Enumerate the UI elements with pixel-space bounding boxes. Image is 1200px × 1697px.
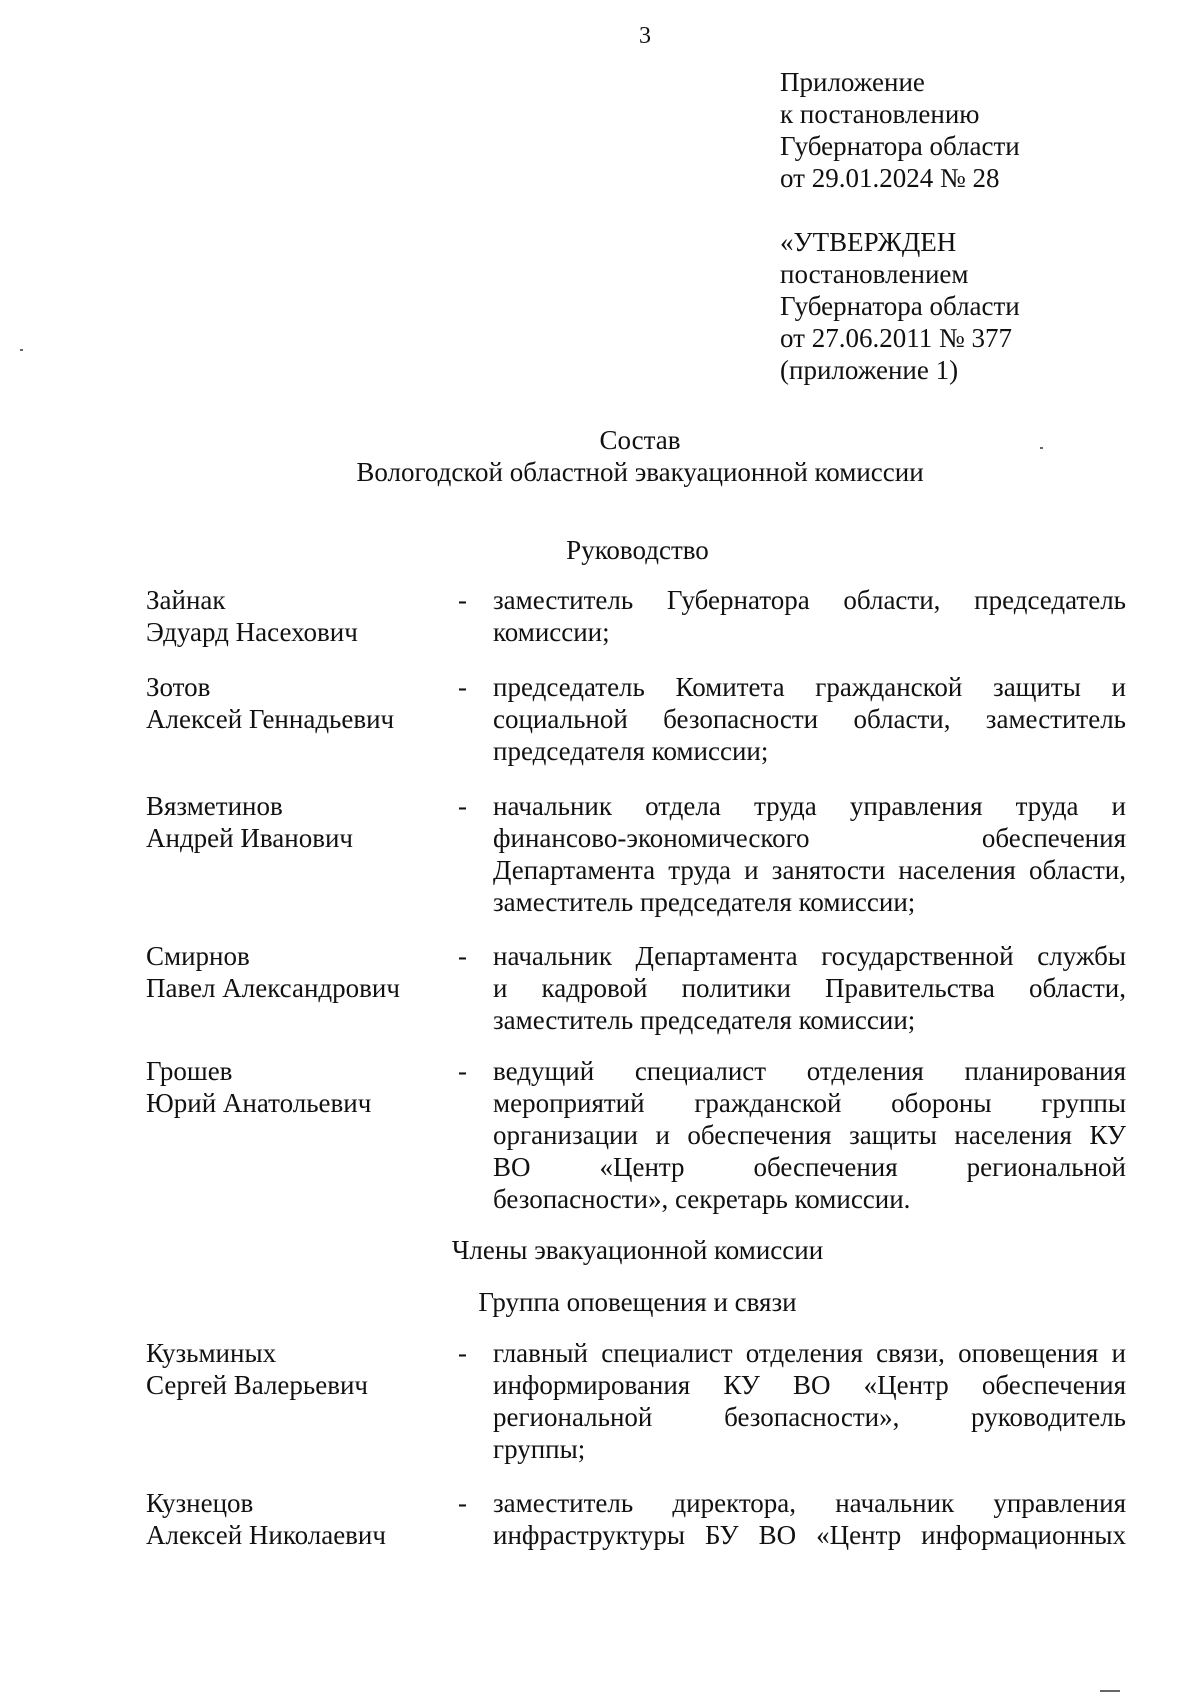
position-line: председатель Комитета гражданской защиты и (493, 672, 1126, 702)
member-surname: Зайнак (146, 585, 226, 615)
position-line: информирования КУ ВО «Центр обеспечения (493, 1370, 1126, 1400)
member-name (146, 940, 446, 1004)
dash-separator: - (458, 1338, 467, 1368)
member-surname: Смирнов (146, 941, 250, 971)
position-line: начальник отдела труда управления труда и (493, 791, 1126, 821)
approved-line: постановлением (780, 259, 969, 289)
dash-separator: - (458, 1488, 467, 1518)
member-name (146, 584, 446, 648)
section-heading-members: Члены эвакуационной комиссии (451, 1235, 824, 1265)
position-line: инфраструктуры БУ ВО «Центр информационных (493, 1520, 1126, 1550)
position-line: ВО «Центр обеспечения региональной (493, 1152, 1126, 1182)
approved-line: Губернатора области (780, 291, 1020, 321)
document-title (0, 424, 1200, 488)
member-name (146, 671, 446, 735)
position-line: ведущий специалист отделения планирования (493, 1056, 1126, 1086)
member-given-name: Алексей Николаевич (146, 1520, 386, 1550)
member-given-name: Эдуард Насехович (146, 617, 358, 647)
scan-speck (1040, 447, 1043, 449)
position-line: безопасности», секретарь комиссии. (493, 1184, 911, 1214)
dash-separator: - (458, 585, 467, 615)
member-surname: Кузнецов (146, 1488, 254, 1518)
member-name (146, 1337, 446, 1401)
position-line: заместитель председателя комиссии; (493, 1005, 916, 1035)
position-line: социальной безопасности области, заместитель (493, 704, 1126, 734)
dash-separator: - (458, 941, 467, 971)
appendix-line: к постановлению (780, 99, 980, 129)
position-line: комиссии; (493, 617, 610, 647)
member-given-name: Юрий Анатольевич (146, 1088, 372, 1118)
title-line-1: Состав (599, 425, 681, 455)
section-heading-leadership: Руководство (566, 535, 709, 565)
member-given-name: Павел Александрович (146, 973, 400, 1003)
scan-speck (1100, 1690, 1120, 1692)
position-line: главный специалист отделения связи, оповещения и (493, 1338, 1126, 1368)
position-line: заместитель председателя комиссии; (493, 887, 916, 917)
member-position (493, 1055, 1126, 1215)
approved-line: «УТВЕРЖДЕН (780, 227, 957, 257)
position-line: заместитель директора, начальник управления (493, 1488, 1126, 1518)
approved-line: (приложение 1) (780, 355, 959, 385)
title-line-2: Вологодской областной эвакуационной комиссии (356, 457, 924, 487)
member-position (493, 940, 1126, 1036)
position-line: региональной безопасности», руководитель (493, 1402, 1126, 1432)
position-line: группы; (493, 1434, 586, 1464)
member-position (493, 1487, 1126, 1551)
appendix-note (780, 66, 1160, 194)
position-line: председателя комиссии; (493, 736, 769, 766)
dash-separator: - (458, 1056, 467, 1086)
position-line: финансово-экономического обеспечения (493, 823, 1126, 853)
position-line: и кадровой политики Правительства области, (493, 973, 1126, 1003)
member-given-name: Андрей Иванович (146, 823, 353, 853)
member-name (146, 1055, 446, 1119)
position-line: организации и обеспечения защиты населения КУ (493, 1120, 1126, 1150)
member-given-name: Сергей Валерьевич (146, 1370, 368, 1400)
member-position (493, 1337, 1126, 1465)
section-heading-notification-group: Группа оповещения и связи (478, 1287, 797, 1317)
member-surname: Грошев (146, 1056, 233, 1086)
member-name (146, 790, 446, 854)
dash-separator: - (458, 672, 467, 702)
position-line: мероприятий гражданской обороны группы (493, 1088, 1126, 1118)
member-surname: Вязметинов (146, 791, 283, 821)
member-surname: Зотов (146, 672, 211, 702)
dash-separator: - (458, 791, 467, 821)
member-position (493, 790, 1126, 918)
appendix-line: Приложение (780, 67, 925, 97)
member-given-name: Алексей Геннадьевич (146, 704, 395, 734)
member-position (493, 671, 1126, 767)
position-line: заместитель Губернатора области, председатель (493, 585, 1126, 615)
approved-line: от 27.06.2011 № 377 (780, 323, 1012, 353)
appendix-line: от 29.01.2024 № 28 (780, 163, 1000, 193)
position-line: Департамента труда и занятости населения области, (493, 855, 1126, 885)
page-number: 3 (639, 23, 651, 49)
member-position (493, 584, 1126, 648)
member-name (146, 1487, 446, 1551)
position-line: начальник Департамента государственной службы (493, 941, 1126, 971)
scan-speck (20, 349, 23, 351)
member-surname: Кузьминых (146, 1338, 277, 1368)
appendix-line: Губернатора области (780, 131, 1020, 161)
approved-note (780, 226, 1160, 386)
